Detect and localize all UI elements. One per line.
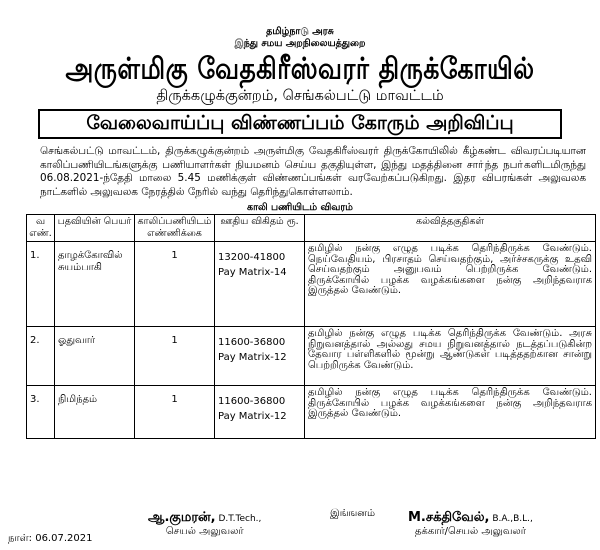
header-post-name: பதவியின் பெயர் <box>55 215 135 242</box>
vacancy-table <box>26 214 596 439</box>
pay-range: 13200-41800 <box>218 252 286 263</box>
serial-no: 1. <box>27 242 55 327</box>
executive-officer-signature <box>148 510 261 538</box>
pay-range: 11600-36800 <box>218 396 286 407</box>
post-name: ஓதுவார் <box>55 327 135 386</box>
header-vacancy-count: காலிப்பணியிடம் எண்ணிக்கை <box>135 215 215 242</box>
officer1-role: செயல் அலுவலர் <box>165 526 244 537</box>
pay-scale <box>215 242 305 327</box>
pay-scale <box>215 386 305 439</box>
vacancy-count: 1 <box>135 386 215 439</box>
qualification: தமிழில் நன்கு எழுத படிக்க தெரிந்திருக்க வேண்டும். அரசு நிறுவனத்தால் அல்லது சமய நிறுவனத்தால் நடத்தப்படுகின்ற தேவார பள்ளிகளில் மூன்று ஆண்டுகள் படித்ததற்கான சான்று பெற்றிருக்க வேண்டும். <box>305 327 596 386</box>
department-name: இந்து சமய அறநிலையத்துறை <box>234 38 366 49</box>
officer2-name: M.சக்திவேல், <box>408 510 490 525</box>
qualification: தமிழில் நன்கு எழுத படிக்க தெரிந்திருக்க வேண்டும். நெய்வேதியம், பிரசாதம் செய்வதற்கும், அர்ச்சகருக்கு உதவி செய்வதற்கும் அனுபவம் பெற்றிருக்க வேண்டும். திருக்கோயில் பழக்க வழக்கங்களை நன்கு அறிந்தவராக இருத்தல் வேண்டும். <box>305 242 596 327</box>
officer1-name: ஆ.குமரன், <box>148 510 216 525</box>
notice-page <box>0 26 600 550</box>
pay-scale <box>215 327 305 386</box>
pay-range: 11600-36800 <box>218 337 286 348</box>
vacancy-count: 1 <box>135 327 215 386</box>
temple-location: திருக்கழுக்குன்றம், செங்கல்பட்டு மாவட்டம் <box>156 88 444 104</box>
notice-date: நாள்: 06.07.2021 <box>8 533 93 544</box>
header-pay-scale: ஊதிய விகிதம் ரூ. <box>215 215 305 242</box>
post-name: தாழக்கோவில் சுயம்பாகி <box>55 242 135 327</box>
table-row <box>27 327 596 386</box>
temple-title: அருள்மிகு வேதகிரீஸ்வரர் திருக்கோயில் <box>65 51 535 86</box>
pay-matrix: Pay Matrix-12 <box>218 411 287 422</box>
trustee-signature <box>408 510 533 538</box>
serial-no: 2. <box>27 327 55 386</box>
officer2-qualification: B.A.,B.L., <box>489 514 533 524</box>
officer2-role: தக்கார்/செயல் அலுவலர் <box>414 526 526 537</box>
notice-banner: வேலைவாய்ப்பு விண்ணப்பம் கோரும் அறிவிப்பு <box>38 109 562 139</box>
vacancy-title: காலி பணியிடம் விவரம் <box>247 202 353 213</box>
pay-matrix: Pay Matrix-12 <box>218 352 287 363</box>
intro-paragraph: செங்கல்பட்டு மாவட்டம், திருக்கழுக்குன்றம் அருள்மிகு வேதகிரீஸ்வரர் திருக்கோயிலில் கீழ்கண்ட விவரப்படியான காலிப்பணியிடங்களுக்கு பணியாளர்கள் நியமனம் செய்ய தகுதியுள்ள, இந்து மதத்தினை சாா்ந்த நபா்களிடமிருந்து 06.08.2021-ந்தேதி மாலை 5.45 மணிக்குள் விண்ணப்பங்கள் வரவேற்கப்படுகிறது. இதர விபரங்கள் அலுவலக நாட்களில் அலுவலக நேரத்தில் நேரில் வந்து தெரிந்துகொள்ளலாம். <box>40 145 586 198</box>
table-row <box>27 386 596 439</box>
post-name: நிமிந்தம் <box>55 386 135 439</box>
officer1-qualification: D.T.Tech., <box>215 514 262 524</box>
table-row <box>27 242 596 327</box>
serial-no: 3. <box>27 386 55 439</box>
vacancy-count: 1 <box>135 242 215 327</box>
table-header-row <box>27 215 596 242</box>
government-name: தமிழ்நாடு அரசு <box>266 26 334 37</box>
qualification: தமிழில் நன்கு எழுத படிக்க தெரிந்திருக்க வேண்டும். திருக்கோயில் பழக்க வழக்கங்களை நன்கு அறிந்தவராக இருத்தல் வேண்டும். <box>305 386 596 439</box>
signed-label: இங்ஙனம் <box>330 508 375 519</box>
header-qualification: கல்வித்தகுதிகள் <box>305 215 596 242</box>
pay-matrix: Pay Matrix-14 <box>218 267 287 278</box>
notice-footer <box>0 508 600 550</box>
header-serial-no: வ எண். <box>27 215 55 242</box>
